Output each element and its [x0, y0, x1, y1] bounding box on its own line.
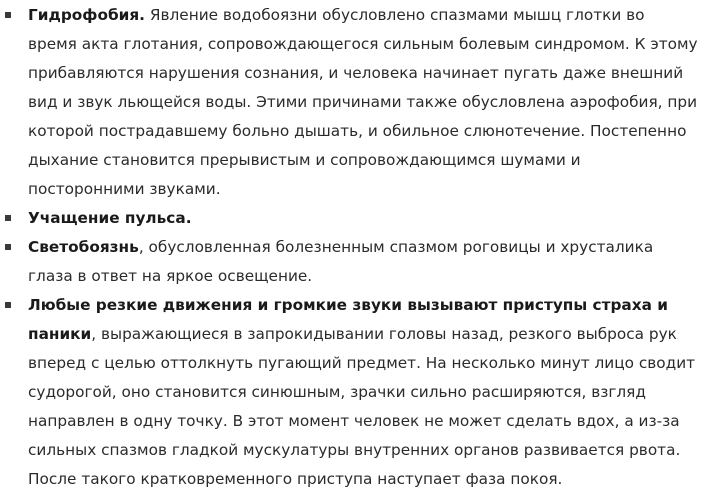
list-item-term: Учащение пульса. — [28, 209, 192, 227]
list-item-text: , выражающиеся в запрокидывании головы назад, резкого выброса рук вперед с целью оттолкнуть пугающий предмет. На несколько минут лицо сводит судорогой, оно становится синюшным, зрачки сильно расширяются, взгляд направлен в одну точку. В этот момент человек не может сделать вдох, а из-за сильных спазмов гладкой мускулатуры внутренних органов развивается рвота. После такого кратковременного приступа наступает фаза покоя. — [28, 325, 696, 488]
list-item-term: Любые резкие движения и громкие звуки вызывают приступы страха и паники — [28, 296, 668, 343]
square-bullet-icon — [5, 244, 11, 250]
list-item-text: , обусловленная болезненным спазмом роговицы и хрусталика глаза в ответ на яркое освещение. — [28, 238, 654, 285]
square-bullet-icon — [5, 12, 11, 18]
square-bullet-icon — [5, 215, 11, 221]
list-item-term: Светобоязнь — [28, 238, 139, 256]
list-item-photophobia — [5, 233, 698, 291]
list-item-hydrophobia — [5, 1, 698, 204]
list-item-fear-attacks — [5, 291, 698, 494]
list-item-text: Явление водобоязни обусловлено спазмами мышц глотки во время акта глотания, сопровождающегося сильным болевым синдромом. К этому прибавляются нарушения сознания, и человека начинает пугать даже внешний вид и звук льющейся воды. Этими причинами также обусловлена аэрофобия, при которой пострадавшему больно дышать, и обильное слюнотечение. Постепенно дыхание становится прерывистым и сопровождающимся шумами и посторонними звуками. — [28, 6, 698, 198]
square-bullet-icon — [5, 302, 11, 308]
list-item-pulse — [5, 204, 698, 233]
symptom-list — [5, 1, 698, 494]
list-item-term: Гидрофобия. — [28, 6, 145, 24]
